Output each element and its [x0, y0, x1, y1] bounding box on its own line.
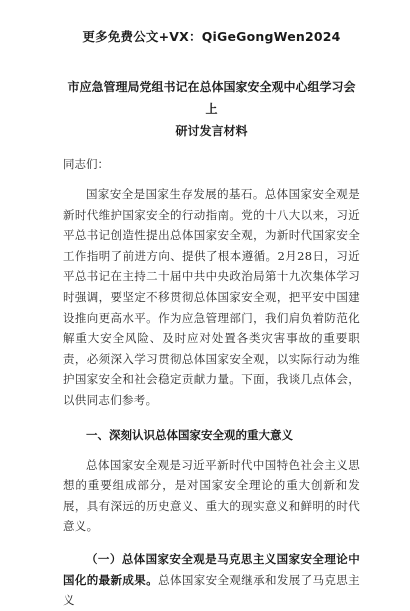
document-title-line-2: 研讨发言材料 [175, 124, 248, 138]
intro-paragraph: 国家安全是国家生存发展的基石。总体国家安全观是新时代维护国家安全的行动指南。党的十八大以来，习近平总书记创造性提出总体国家安全观，为新时代国家安全工作指明了前进方向、提供了根本遵循。2月28日，习近平总书记在主持二十届中共中央政治局第十九次集体学习时强调，要坚定不移贯彻总体国家安全观，把平安中国建设推向更高水平。作为应急管理部门，我们肩负着防范化解重大安全风险、及时应对处置各类灾害事故的重要职责，必须深入学习贯彻总体国家安全观，以实际行动为维护国家安全和社会稳定贡献力量。下面，我谈几点体会，以供同志们参考。 [63, 187, 360, 407]
section-1-paragraph: 总体国家安全观是习近平新时代中国特色社会主义思想的重要组成部分，是对国家安全理论的重大创新和发展，具有深远的历史意义、重大的现实意义和鲜明的时代意义。 [63, 457, 360, 534]
document-title [63, 76, 360, 142]
promo-header: 更多免费公文+VX：QiGeGongWen2024 [82, 29, 341, 44]
section-heading-1: 一、深刻认识总体国家安全观的重大意义 [86, 427, 293, 442]
salutation: 同志们： [63, 157, 109, 171]
subsection-1-text: 总体国家安全观继承和发展了马克思主义 [63, 572, 360, 608]
subsection-1-heading: （一）总体国家安全观是马克思主义国家安全理论中国化的最新成果。 [63, 551, 360, 587]
document-title-line-1: 市应急管理局党组书记在总体国家安全观中心组学习会上 [67, 80, 356, 116]
document-page [0, 27, 410, 607]
